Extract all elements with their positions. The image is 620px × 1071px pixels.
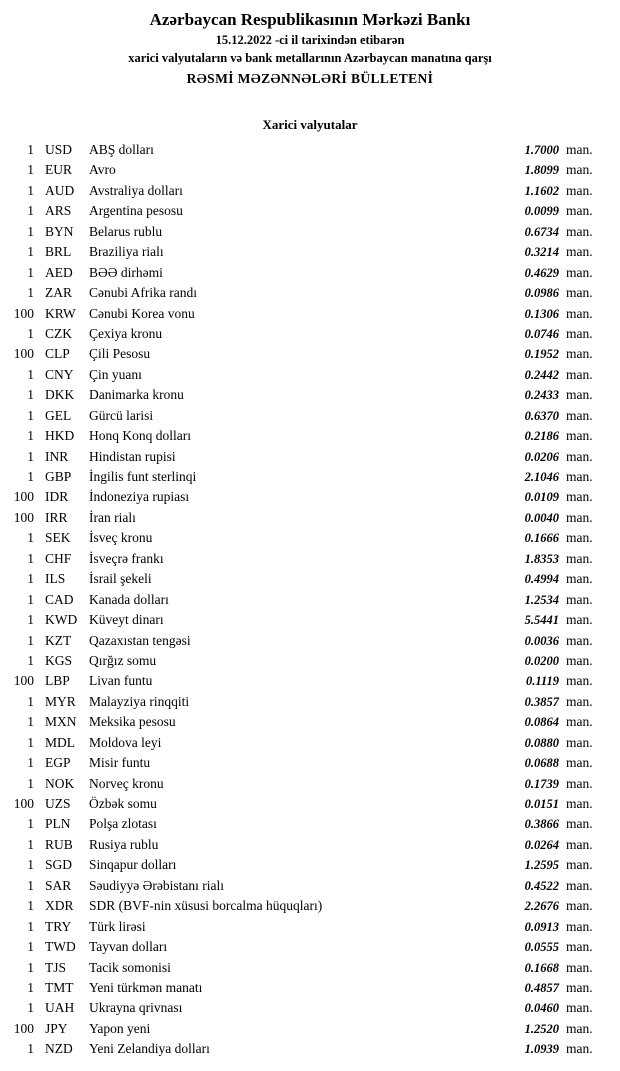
rate-value: 0.0099 xyxy=(524,204,559,219)
currency-name: Türk lirəsi xyxy=(89,918,146,934)
unit-label: man. xyxy=(566,693,593,709)
currency-name: İsveçrə frankı xyxy=(89,550,164,566)
rate-row xyxy=(8,978,602,998)
bulletin-subtitle: xarici valyutaların və bank metallarının Azərbaycan manatına qarşı xyxy=(128,51,492,65)
rate-row xyxy=(8,263,602,283)
rate-value: 1.1602 xyxy=(524,183,559,198)
currency-name: Çin yuanı xyxy=(89,366,142,382)
rate-value: 0.4522 xyxy=(524,878,559,893)
currency-code: PLN xyxy=(45,816,71,832)
unit-label: man. xyxy=(566,836,593,852)
rate-row xyxy=(8,998,602,1018)
currency-code: BYN xyxy=(45,223,74,239)
currency-code: TRY xyxy=(45,918,72,934)
rate-value: 0.4857 xyxy=(524,980,559,995)
currency-code: EUR xyxy=(45,162,72,178)
unit-label: man. xyxy=(566,918,593,934)
unit-label: man. xyxy=(566,325,593,341)
rate-value: 1.8353 xyxy=(524,551,559,566)
rate-value: 0.0986 xyxy=(524,286,559,301)
currency-code: IRR xyxy=(45,509,68,525)
unit-label: man. xyxy=(566,857,593,873)
unit-label: man. xyxy=(566,1020,593,1036)
currency-code: EGP xyxy=(45,755,71,771)
currency-code: JPY xyxy=(45,1020,68,1036)
rate-row xyxy=(8,344,602,364)
unit-label: man. xyxy=(566,939,593,955)
rate-value: 0.0880 xyxy=(524,735,559,750)
unit-label: man. xyxy=(566,673,593,689)
rate-row xyxy=(8,814,602,834)
currency-name: Danimarka kronu xyxy=(89,387,184,403)
quantity: 1 xyxy=(27,469,34,484)
currency-code: UAH xyxy=(45,1000,75,1016)
currency-name: Sinqapur dolları xyxy=(89,857,177,873)
currency-name: Honq Konq dolları xyxy=(89,428,191,444)
rate-value: 0.2433 xyxy=(524,388,559,403)
rate-row xyxy=(8,140,602,160)
rate-value: 0.0688 xyxy=(524,756,559,771)
rate-value: 0.0460 xyxy=(524,1001,559,1016)
rate-row xyxy=(8,917,602,937)
unit-label: man. xyxy=(566,387,593,403)
currency-code: HKD xyxy=(45,428,75,444)
currency-name: Ukrayna qrivnası xyxy=(89,1000,183,1016)
quantity: 1 xyxy=(27,366,34,382)
rate-row xyxy=(8,753,602,773)
rate-value: 2.2676 xyxy=(524,899,559,914)
currency-code: RUB xyxy=(45,836,73,852)
rate-row xyxy=(8,222,602,242)
currency-code: INR xyxy=(45,448,69,464)
rate-value: 0.0864 xyxy=(524,715,559,730)
quantity: 1 xyxy=(27,632,34,648)
quantity: 1 xyxy=(27,264,34,280)
unit-label: man. xyxy=(566,346,593,362)
quantity: 1 xyxy=(27,1041,34,1057)
currency-name: Hindistan rupisi xyxy=(89,448,176,464)
rate-value: 0.1119 xyxy=(526,674,559,689)
currency-name: Tacik somonisi xyxy=(89,959,171,975)
effective-date-line: 15.12.2022 -ci il tarixindən etibarən xyxy=(215,33,405,47)
rate-row xyxy=(8,631,602,651)
currency-name: Moldova leyi xyxy=(89,734,162,750)
currency-code: ARS xyxy=(45,203,72,219)
quantity: 100 xyxy=(13,1020,34,1036)
rate-row xyxy=(8,508,602,528)
unit-label: man. xyxy=(566,1041,593,1057)
section-title-foreign-currencies: Xarici valyutalar xyxy=(262,117,358,132)
currency-name: İran rialı xyxy=(89,509,136,525)
currency-name: Braziliya rialı xyxy=(89,244,164,260)
rate-value: 0.4629 xyxy=(524,265,559,280)
currency-name: Argentina pesosu xyxy=(89,203,183,219)
quantity: 1 xyxy=(27,428,34,444)
quantity: 1 xyxy=(27,407,34,423)
rate-row xyxy=(8,1039,602,1059)
currency-code: SAR xyxy=(45,877,72,893)
currency-name: Qazaxıstan tengəsi xyxy=(89,632,191,648)
currency-name: Cənubi Korea vonu xyxy=(89,305,195,321)
quantity: 1 xyxy=(27,612,34,628)
quantity: 1 xyxy=(27,142,34,157)
quantity: 1 xyxy=(27,203,34,219)
currency-code: KZT xyxy=(45,632,72,648)
unit-label: man. xyxy=(566,244,593,260)
currency-code: GBP xyxy=(45,469,72,484)
unit-label: man. xyxy=(566,142,593,157)
unit-label: man. xyxy=(566,428,593,444)
quantity: 1 xyxy=(27,448,34,464)
rate-row xyxy=(8,733,602,753)
unit-label: man. xyxy=(566,898,593,914)
currency-name: Norveç kronu xyxy=(89,775,164,791)
currency-code: DKK xyxy=(45,387,75,403)
unit-label: man. xyxy=(566,877,593,893)
currency-name: Küveyt dinarı xyxy=(89,612,164,628)
rate-row xyxy=(8,855,602,875)
rate-row xyxy=(8,242,602,262)
quantity: 1 xyxy=(27,550,34,566)
unit-label: man. xyxy=(566,162,593,178)
unit-label: man. xyxy=(566,632,593,648)
currency-code: MXN xyxy=(45,714,77,730)
unit-label: man. xyxy=(566,714,593,730)
unit-label: man. xyxy=(566,979,593,995)
currency-name: İsrail şekeli xyxy=(89,571,152,587)
quantity: 100 xyxy=(13,489,34,505)
rate-row xyxy=(8,283,602,303)
rate-value: 0.0264 xyxy=(524,837,559,852)
unit-label: man. xyxy=(566,612,593,628)
rate-value: 1.2534 xyxy=(524,592,559,607)
rate-row xyxy=(8,181,602,201)
currency-code: TJS xyxy=(45,959,67,975)
quantity: 1 xyxy=(27,755,34,771)
quantity: 1 xyxy=(27,652,34,668)
unit-label: man. xyxy=(566,407,593,423)
unit-label: man. xyxy=(566,285,593,301)
quantity: 1 xyxy=(27,714,34,730)
quantity: 1 xyxy=(27,591,34,607)
quantity: 1 xyxy=(27,959,34,975)
currency-code: KGS xyxy=(45,652,73,668)
rate-value: 0.0206 xyxy=(524,449,559,464)
rate-row xyxy=(8,937,602,957)
unit-label: man. xyxy=(566,652,593,668)
quantity: 1 xyxy=(27,182,34,198)
currency-name: Polşa zlotası xyxy=(89,816,157,832)
rate-row xyxy=(8,610,602,630)
rate-row xyxy=(8,896,602,916)
rate-value: 5.5441 xyxy=(524,613,559,628)
currency-name: Özbək somu xyxy=(89,796,157,811)
currency-code: SEK xyxy=(45,530,71,546)
currency-name: Avstraliya dolları xyxy=(89,182,183,198)
rate-value: 1.8099 xyxy=(524,163,559,178)
unit-label: man. xyxy=(566,509,593,525)
rate-row xyxy=(8,590,602,610)
quantity: 1 xyxy=(27,571,34,587)
unit-label: man. xyxy=(566,448,593,464)
unit-label: man. xyxy=(566,203,593,219)
rate-value: 0.0200 xyxy=(524,653,559,668)
rate-row xyxy=(8,324,602,344)
currency-code: AUD xyxy=(45,182,75,198)
quantity: 100 xyxy=(13,305,34,321)
rate-row xyxy=(8,794,602,814)
rate-row xyxy=(8,1019,602,1039)
unit-label: man. xyxy=(566,305,593,321)
unit-label: man. xyxy=(566,264,593,280)
quantity: 1 xyxy=(27,325,34,341)
rate-row xyxy=(8,549,602,569)
quantity: 1 xyxy=(27,162,34,178)
rate-value: 0.1952 xyxy=(524,347,559,362)
bulletin-title: RƏSMİ MƏZƏNNƏLƏRİ BÜLLETENİ xyxy=(186,71,434,86)
rate-value: 0.1668 xyxy=(524,960,559,975)
currency-name: Belarus rublu xyxy=(89,223,163,239)
currency-name: Rusiya rublu xyxy=(89,836,159,852)
currency-code: MYR xyxy=(45,693,76,709)
unit-label: man. xyxy=(566,796,593,811)
currency-code: USD xyxy=(45,142,73,157)
unit-label: man. xyxy=(566,489,593,505)
rate-value: 0.0555 xyxy=(524,940,559,955)
rate-value: 0.4994 xyxy=(524,572,559,587)
rate-row xyxy=(8,651,602,671)
quantity: 100 xyxy=(13,509,34,525)
unit-label: man. xyxy=(566,1000,593,1016)
unit-label: man. xyxy=(566,734,593,750)
currency-name: İndoneziya rupiası xyxy=(89,489,190,505)
quantity: 1 xyxy=(27,244,34,260)
currency-name: Çili Pesosu xyxy=(89,346,151,362)
currency-code: NOK xyxy=(45,775,75,791)
rate-row xyxy=(8,467,602,487)
currency-name: Avro xyxy=(89,162,116,178)
unit-label: man. xyxy=(566,591,593,607)
bulletin-header xyxy=(0,0,620,87)
rate-value: 0.6734 xyxy=(524,224,559,239)
rates-table xyxy=(0,140,620,1060)
quantity: 1 xyxy=(27,223,34,239)
quantity: 1 xyxy=(27,1000,34,1016)
quantity: 1 xyxy=(27,693,34,709)
currency-code: ZAR xyxy=(45,285,72,301)
rate-row xyxy=(8,958,602,978)
quantity: 1 xyxy=(27,898,34,914)
rate-value: 0.3857 xyxy=(524,694,559,709)
currency-code: CZK xyxy=(45,325,72,341)
currency-name: Çexiya kronu xyxy=(89,325,163,341)
currency-name: Yapon yeni xyxy=(89,1020,151,1036)
currency-name: Malayziya rinqqiti xyxy=(89,693,190,709)
rate-value: 0.0040 xyxy=(524,510,559,525)
rate-value: 0.0913 xyxy=(524,919,559,934)
currency-code: CAD xyxy=(45,591,74,607)
unit-label: man. xyxy=(566,223,593,239)
rate-value: 0.0109 xyxy=(524,490,559,505)
rate-value: 1.0939 xyxy=(524,1042,559,1057)
currency-code: SGD xyxy=(45,857,73,873)
currency-name: Səudiyyə Ərəbistanı rialı xyxy=(89,877,224,893)
rate-value: 0.0746 xyxy=(524,326,559,341)
rate-value: 0.3214 xyxy=(524,245,559,260)
currency-name: SDR (BVF-nin xüsusi borcalma hüquqları) xyxy=(89,898,323,914)
rate-row xyxy=(8,692,602,712)
currency-code: CHF xyxy=(45,550,72,566)
currency-name: Misir funtu xyxy=(89,755,151,771)
rate-row xyxy=(8,447,602,467)
currency-code: BRL xyxy=(45,244,72,260)
currency-code: NZD xyxy=(45,1041,73,1057)
quantity: 1 xyxy=(27,918,34,934)
quantity: 1 xyxy=(27,979,34,995)
rate-row xyxy=(8,876,602,896)
rate-row xyxy=(8,835,602,855)
currency-name: Kanada dolları xyxy=(89,591,169,607)
currency-name: Meksika pesosu xyxy=(89,714,176,730)
currency-code: UZS xyxy=(45,796,71,811)
rate-row xyxy=(8,671,602,691)
unit-label: man. xyxy=(566,816,593,832)
bank-title: Azərbaycan Respublikasının Mərkəzi Bankı xyxy=(149,10,471,29)
quantity: 1 xyxy=(27,530,34,546)
currency-name: ABŞ dolları xyxy=(89,142,154,157)
currency-code: TMT xyxy=(45,979,74,995)
currency-code: GEL xyxy=(45,407,72,423)
unit-label: man. xyxy=(566,550,593,566)
quantity: 1 xyxy=(27,285,34,301)
currency-name: İngilis funt sterlinqi xyxy=(89,469,197,484)
unit-label: man. xyxy=(566,530,593,546)
quantity: 1 xyxy=(27,775,34,791)
rate-row xyxy=(8,385,602,405)
rate-row xyxy=(8,569,602,589)
currency-code: CLP xyxy=(45,346,70,362)
unit-label: man. xyxy=(566,755,593,771)
currency-name: Yeni Zelandiya dolları xyxy=(89,1041,210,1057)
rate-row xyxy=(8,774,602,794)
currency-code: TWD xyxy=(45,939,76,955)
unit-label: man. xyxy=(566,469,593,484)
quantity: 100 xyxy=(13,346,34,362)
quantity: 1 xyxy=(27,816,34,832)
rate-value: 0.1306 xyxy=(524,306,559,321)
rate-value: 0.0036 xyxy=(524,633,559,648)
currency-code: KWD xyxy=(45,612,78,628)
rate-row xyxy=(8,426,602,446)
rate-value: 1.7000 xyxy=(524,143,559,157)
currency-code: XDR xyxy=(45,898,74,914)
quantity: 1 xyxy=(27,387,34,403)
quantity: 1 xyxy=(27,734,34,750)
currency-name: İsveç kronu xyxy=(89,530,153,546)
rate-value: 0.3866 xyxy=(524,817,559,832)
quantity: 100 xyxy=(13,673,34,689)
currency-code: MDL xyxy=(45,734,75,750)
rate-value: 0.6370 xyxy=(524,408,559,423)
rate-value: 1.2520 xyxy=(524,1021,559,1036)
rate-value: 0.2442 xyxy=(524,367,559,382)
currency-name: BƏƏ dirhəmi xyxy=(89,264,163,280)
rate-row xyxy=(8,406,602,426)
unit-label: man. xyxy=(566,366,593,382)
currency-code: KRW xyxy=(45,305,76,321)
currency-code: ILS xyxy=(45,571,66,587)
currency-code: CNY xyxy=(45,366,74,382)
rate-row xyxy=(8,201,602,221)
rate-row xyxy=(8,528,602,548)
currency-name: Livan funtu xyxy=(89,673,153,689)
currency-name: Cənubi Afrika randı xyxy=(89,285,197,301)
rate-value: 0.2186 xyxy=(524,429,559,444)
quantity: 1 xyxy=(27,857,34,873)
rate-row xyxy=(8,487,602,507)
currency-code: AED xyxy=(45,264,73,280)
rate-row xyxy=(8,712,602,732)
rate-value: 0.1739 xyxy=(524,776,559,791)
quantity: 1 xyxy=(27,939,34,955)
quantity: 1 xyxy=(27,836,34,852)
quantity: 1 xyxy=(27,877,34,893)
rate-value: 0.1666 xyxy=(524,531,559,546)
unit-label: man. xyxy=(566,959,593,975)
rate-row xyxy=(8,365,602,385)
quantity: 100 xyxy=(13,796,34,811)
currency-code: LBP xyxy=(45,673,70,689)
unit-label: man. xyxy=(566,775,593,791)
unit-label: man. xyxy=(566,182,593,198)
currency-name: Yeni türkmən manatı xyxy=(89,979,203,995)
currency-code: IDR xyxy=(45,489,69,505)
rate-value: 1.2595 xyxy=(524,858,559,873)
rate-row xyxy=(8,160,602,180)
rate-value: 0.0151 xyxy=(524,797,559,811)
currency-name: Tayvan dolları xyxy=(89,939,168,955)
currency-name: Gürcü larisi xyxy=(89,407,154,423)
currency-name: Qırğız somu xyxy=(89,652,157,668)
rate-value: 2.1046 xyxy=(524,470,559,484)
unit-label: man. xyxy=(566,571,593,587)
rate-row xyxy=(8,304,602,324)
